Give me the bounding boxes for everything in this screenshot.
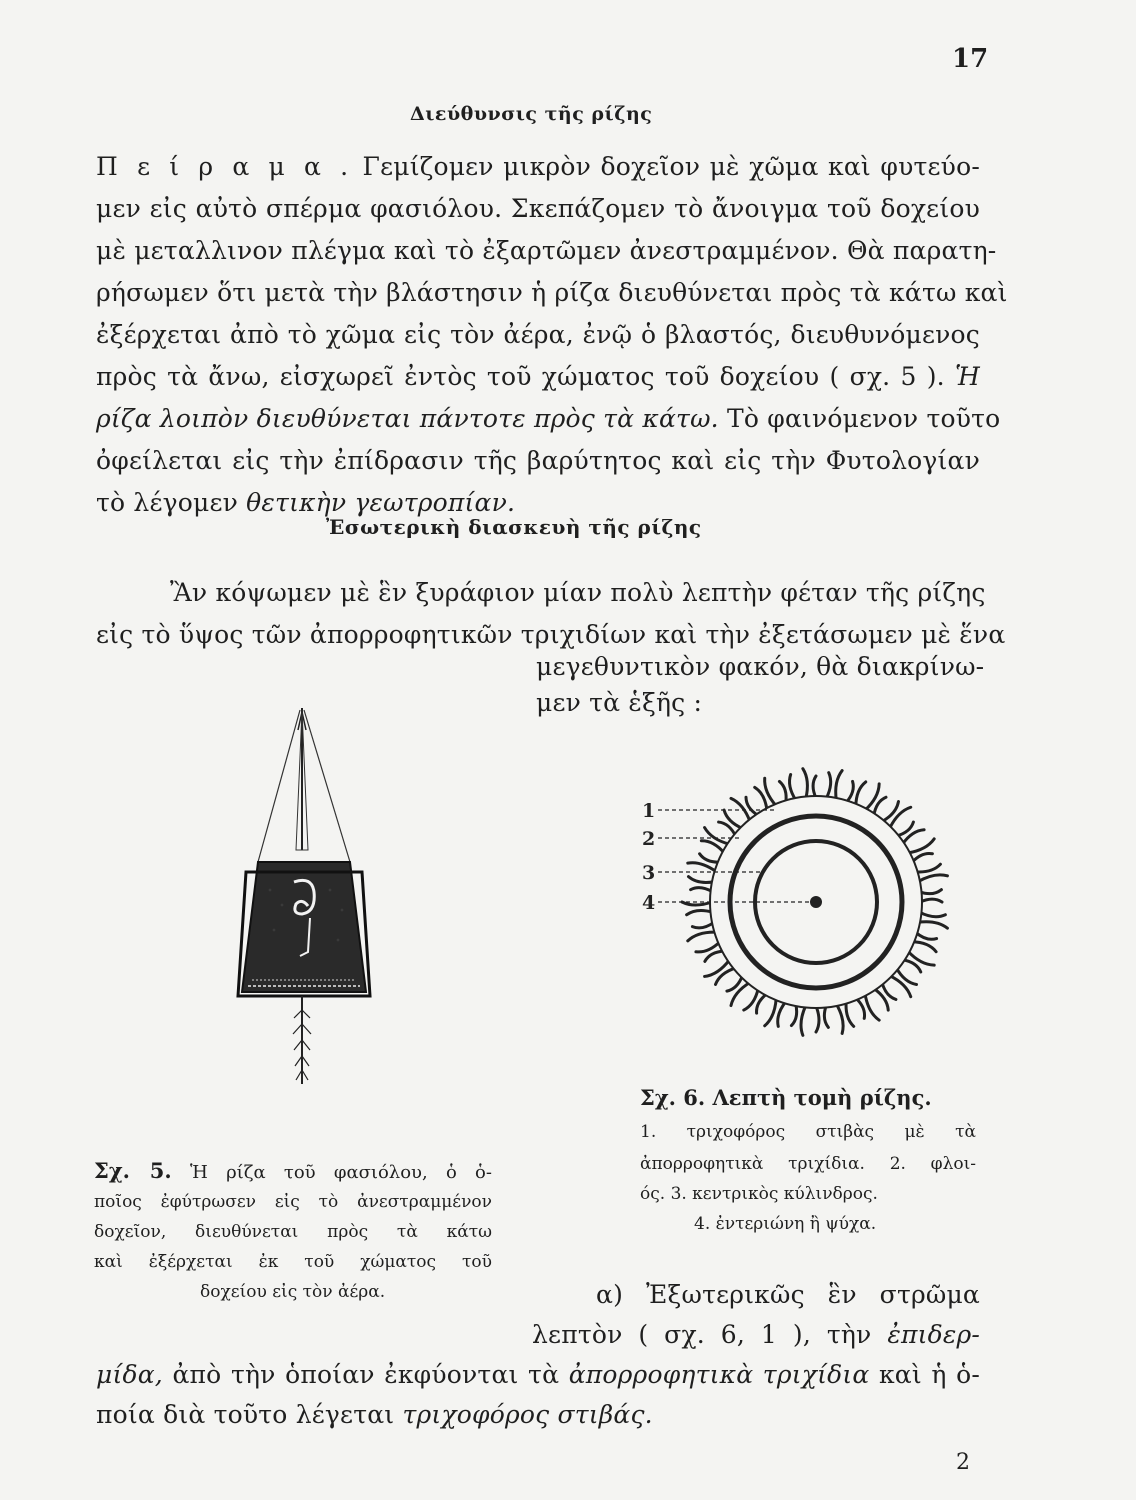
root-hair <box>688 877 714 883</box>
root-hair <box>757 994 767 1013</box>
para1-line-9-text: τὸ λέγομεν <box>96 488 239 517</box>
fig6-caption-line-4: 4. ἐντεριώνη ἢ ψύχα. <box>694 1214 877 1234</box>
root-hair <box>846 781 853 802</box>
root-hair <box>826 773 830 799</box>
root-hair <box>916 932 937 939</box>
para2-line-3: μεγεθυντικὸν φακόν, θὰ διακρίνω- <box>536 652 985 681</box>
para2-line-4: μεν τὰ ἑξῆς : <box>536 688 703 717</box>
root-hair <box>801 1005 806 1035</box>
para3-line-3-end: καὶ ἡ ὁ- <box>878 1360 980 1389</box>
para1-line-3: μὲ μεταλλινον πλέγμα καὶ τὸ ἐξαρτῶμεν ἀνεστραμμένον. Θὰ παρατη- <box>96 236 997 265</box>
root-hair <box>836 771 842 800</box>
para1-line-6-italic: Ἡ <box>954 362 980 391</box>
para1-line-6-text: πρὸς τὰ ἄνω, εἰσχωρεῖ ἐντὸς τοῦ χώματος τοῦ δοχείου ( σχ. 5 ). <box>96 362 945 391</box>
root-hair <box>778 1002 786 1027</box>
figure-6-illustration <box>636 738 976 1058</box>
root-hair <box>912 942 936 952</box>
fig6-caption-title: Σχ. 6. Λεπτὴ τομὴ ρίζης. <box>640 1085 932 1110</box>
root-hair <box>692 922 714 928</box>
para3-line-2-italic: ἐπιδερ- <box>887 1320 980 1349</box>
root-hair <box>856 782 866 806</box>
para1-line-7 <box>96 404 1001 433</box>
section-heading-structure: Ἐσωτερικὴ διασκευὴ τῆς ρίζης <box>326 515 702 539</box>
para3-line-1: α) Ἐξωτερικῶς ἓν στρῶμα <box>596 1280 980 1309</box>
para1-line-8: ὀφείλεται εἰς τὴν ἐπίδρασιν τῆς βαρύτητος καὶ εἰς τὴν Φυτολογίαν <box>96 446 980 475</box>
para3-line-3-text: ἀπὸ τὴν ὁποίαν ἐκφύονται τὰ <box>172 1360 560 1389</box>
root-hair <box>846 1002 854 1027</box>
root-hair <box>816 1006 819 1032</box>
root-hair <box>688 932 717 941</box>
para3-line-3-italic-2: ἀπορροφητικὰ τριχίδια <box>568 1360 870 1389</box>
root-hair <box>696 942 720 952</box>
fig5-caption-line-2: ποῖος ἐφύτρωσεν εἰς τὸ ἀνεστραμμένον <box>94 1192 492 1212</box>
fig6-caption-line-2: ἀπορροφητικὰ τριχίδια. 2. φλοι- <box>640 1154 976 1174</box>
figure-5-illustration <box>230 700 470 1100</box>
para3-line-2-text: λεπτὸν ( σχ. 6, 1 ), τὴν <box>532 1320 872 1349</box>
root-hair <box>803 769 808 799</box>
fig6-caption-line-1: 1. τριχοφόρος στιβὰς μὲ τὰ <box>640 1122 976 1142</box>
root-hair <box>919 912 945 916</box>
root-hair <box>918 875 947 882</box>
fig5-caption-line-4: καὶ ἐξέρχεται ἐκ τοῦ χώματος τοῦ <box>94 1252 492 1272</box>
root-hair <box>813 776 816 798</box>
para1-line-6 <box>96 362 980 391</box>
fig6-label-2: 2 <box>642 828 656 850</box>
page-number-bottom: 2 <box>956 1450 970 1475</box>
root-hair <box>705 951 724 961</box>
fig5-caption-title: Σχ. 5. <box>94 1158 172 1183</box>
root-hair <box>902 960 920 972</box>
para3-line-2 <box>532 1320 980 1349</box>
fig6-label-4: 4 <box>642 892 656 914</box>
para1-line-7-text: Τὸ φαινόμενον τοῦτο <box>726 404 1001 433</box>
root-hair <box>746 797 758 815</box>
root-hair <box>918 922 947 928</box>
page-number-top: 17 <box>952 44 989 74</box>
root-hair <box>874 797 886 815</box>
experiment-label: Π ε ί ρ α μ α . <box>96 152 354 181</box>
fig5-caption-text-1: Ἡ ρίζα τοῦ φασιόλου, ὁ ὁ- <box>189 1162 492 1183</box>
para1-line-4: ρήσωμεν ὅτι μετὰ τὴν βλάστησιν ἡ ρίζα διευθύνεται πρὸς τὰ κάτω καὶ <box>96 278 1008 307</box>
para1-line-9-italic: θετικὴν γεωτροπίαν. <box>246 488 516 517</box>
root-hair <box>836 1004 843 1033</box>
para2-line-1: Ἂν κόψωμεν μὲ ἓν ξυράφιον μίαν πολὺ λεπτὴν φέταν τῆς ρίζης <box>170 578 986 607</box>
fig6-label-3: 3 <box>642 862 656 884</box>
para1-line-1 <box>96 152 980 181</box>
root-hair <box>731 982 750 1005</box>
root-hair <box>920 899 942 902</box>
para3-line-3-italic-1: μίδα, <box>96 1360 163 1389</box>
root-hair <box>912 853 932 862</box>
root-hair <box>890 807 911 828</box>
para1-line-1-text: Γεμίζομεν μικρὸν δοχεῖον μὲ χῶμα καὶ φυτεύο- <box>362 152 980 181</box>
root-hair <box>789 774 795 800</box>
root-hair <box>791 1004 796 1026</box>
root-hair <box>779 781 786 802</box>
root-hair <box>687 910 713 914</box>
root-hair <box>916 864 941 872</box>
root-hair <box>691 888 713 892</box>
root-hair <box>919 890 941 894</box>
fig5-caption-line-3: δοχεῖον, διευθύνεται πρὸς τὰ κάτω <box>94 1222 492 1242</box>
root-hair <box>824 1005 828 1027</box>
root-hair <box>865 994 879 1020</box>
fig5-caption-line-1 <box>94 1158 492 1183</box>
root-hair <box>856 998 865 1018</box>
fig6-label-1: 1 <box>642 800 656 822</box>
fig5-caption-line-5: δοχείου εἰς τὸν ἀέρα. <box>200 1282 386 1302</box>
root-hair <box>908 839 934 853</box>
root-hair <box>688 863 717 872</box>
para3-line-4-italic: τριχοφόρος στιβάς. <box>402 1400 653 1429</box>
section-heading-direction: Διεύθυνσις τῆς ρίζης <box>410 103 653 125</box>
para2-line-2: εἰς τὸ ὕψος τῶν ἀπορροφητικῶν τριχιδίων καὶ τὴν ἐξετάσωμεν μὲ ἕνα <box>96 620 1006 649</box>
para1-line-7-italic: ρίζα λοιπὸν διευθύνεται πάντοτε πρὸς τὰ κάτω. <box>96 404 719 433</box>
para1-line-9 <box>96 488 515 517</box>
root-hair <box>700 854 720 862</box>
para3-line-3 <box>96 1360 980 1389</box>
para1-line-5: ἐξέρχεται ἀπὸ τὸ χῶμα εἰς τὸν ἀέρα, ἐνῷ ὁ βλαστός, διευθυνόμενος <box>96 320 980 349</box>
fig6-caption-line-3: ός. 3. κεντρικὸς κύλινδρος. <box>640 1184 878 1204</box>
para3-line-4-text: ποία διὰ τοῦτο λέγεται <box>96 1400 395 1429</box>
root-hair <box>765 998 776 1026</box>
para1-line-2: μεν εἰς αὐτὸ σπέρμα φασιόλου. Σκεπάζομεν τὸ ἄνοιγμα τοῦ δοχείου <box>96 194 980 223</box>
root-hair <box>890 976 911 997</box>
para3-line-4 <box>96 1400 653 1429</box>
